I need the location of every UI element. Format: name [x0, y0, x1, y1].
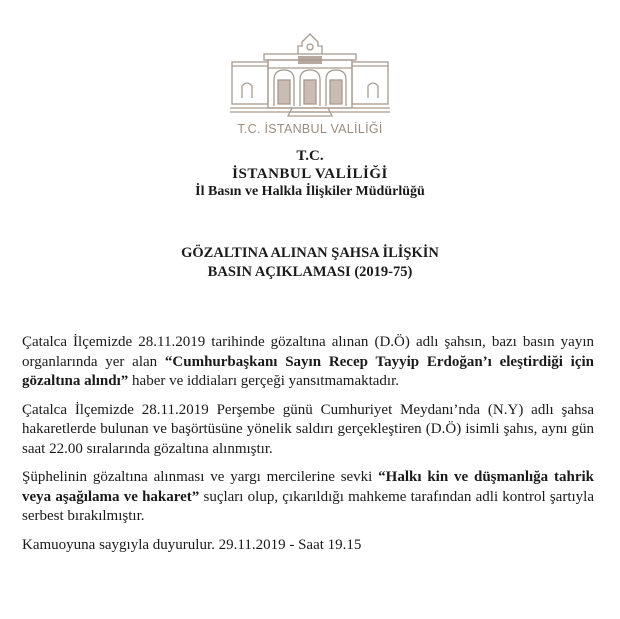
- title-line-2: BASIN AÇIKLAMASI (2019-75): [207, 264, 413, 280]
- letterhead: [0, 147, 620, 201]
- paragraph-3-text-b: suçları olup, çıkarıldığı mahkeme tarafından adli kontrol şartıyla serbest bırakılmıştır.: [22, 488, 594, 524]
- paragraph-1-text-a: Çatalca İlçemizde 28.11.2019 tarihinde gözaltına alınan (D.Ö) adlı şahsın, bazı basın yayın organlarında yer alan: [22, 334, 594, 370]
- paragraph-3: [22, 468, 594, 527]
- title-line-1: GÖZALTINA ALINAN ŞAHSA İLİŞKİN: [181, 245, 439, 261]
- closing-statement: Kamuoyuna saygıyla duyurulur. 29.11.2019 - Saat 19.15: [22, 536, 362, 553]
- document-title: [0, 244, 620, 282]
- paragraph-1-quote: “Cumhurbaşkanı Sayın Recep Tayyip Erdoğan’ı eleştirdiği için gözaltına alındı”: [22, 353, 594, 389]
- paragraph-3-quote: “Halkı kin ve düşmanlığa tahrik veya aşağılama ve hakaret”: [22, 469, 594, 505]
- paragraph-1: [22, 333, 594, 392]
- document-body: [22, 333, 594, 564]
- istanbul-governorship-logo: [228, 28, 392, 146]
- paragraph-3-text-a: Şüphelinin gözaltına alınması ve yargı mercilerine sevki: [22, 469, 379, 485]
- paragraph-2: Çatalca İlçemizde 28.11.2019 Perşembe günü Cumhuriyet Meydanı’nda (N.Y) adlı şahsa hakaretlerde bulunan ve başörtüsüne yönelik saldırı gerçekleştiren (D.Ö) isimli şahıs, aynı gün saat 22.00 sıralarında gözaltına alınmıştır.: [22, 401, 594, 457]
- header-governorship: İSTANBUL VALİLİĞİ: [232, 166, 388, 182]
- header-department: İl Basın ve Halkla İlişkiler Müdürlüğü: [195, 184, 425, 199]
- logo-text: T.C. İSTANBUL VALİLİĞİ: [237, 122, 383, 136]
- header-tc: T.C.: [296, 148, 324, 164]
- paragraph-1-text-b: haber ve iddiaları gerçeği yansıtmamaktadır.: [128, 373, 400, 389]
- building-emblem-icon: [228, 28, 392, 120]
